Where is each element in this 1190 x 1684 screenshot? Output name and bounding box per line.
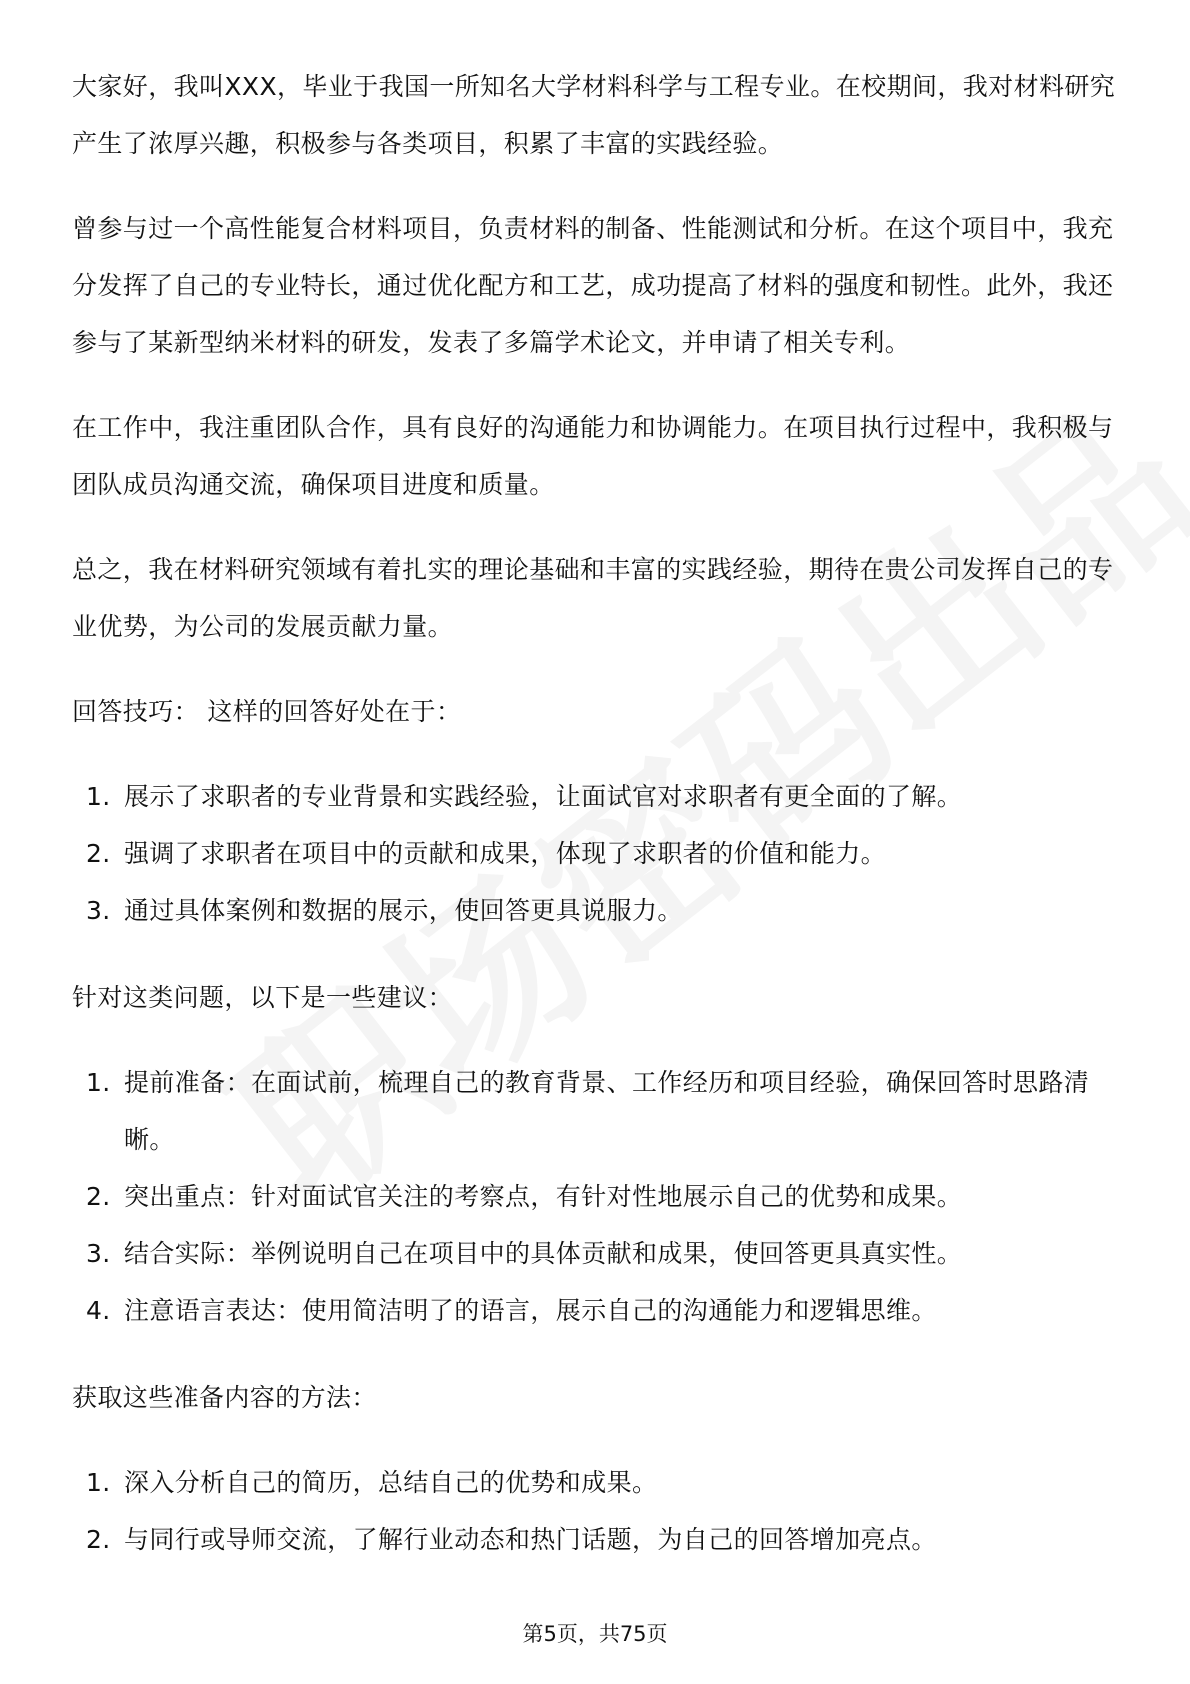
- list-number: 4.: [86, 1296, 111, 1325]
- list-text: 突出重点：针对面试官关注的考察点，有针对性地展示自己的优势和成果。: [124, 1182, 963, 1211]
- list-number: 1.: [86, 1468, 111, 1497]
- tips-heading: 回答技巧： 这样的回答好处在于：: [72, 697, 462, 726]
- list-number: 2.: [86, 1525, 111, 1554]
- list-number: 1.: [86, 782, 111, 811]
- list-item: [72, 825, 1118, 882]
- methods-list: [72, 1454, 1118, 1568]
- paragraph-intro: 大家好，我叫XXX，毕业于我国一所知名大学材料科学与工程专业。在校期间，我对材料研究产生了浓厚兴趣，积极参与各类项目，积累了丰富的实践经验。: [72, 72, 1116, 158]
- methods-heading: 获取这些准备内容的方法：: [72, 1383, 377, 1412]
- paragraph-summary: 总之，我在材料研究领域有着扎实的理论基础和丰富的实践经验，期待在贵公司发挥自己的专业优势，为公司的发展贡献力量。: [72, 555, 1114, 641]
- list-text: 与同行或导师交流，了解行业动态和热门话题，为自己的回答增加亮点。: [124, 1525, 937, 1554]
- list-item: [72, 1168, 1118, 1225]
- list-text: 结合实际：举例说明自己在项目中的具体贡献和成果，使回答更具真实性。: [124, 1239, 963, 1268]
- paragraph-teamwork: 在工作中，我注重团队合作，具有良好的沟通能力和协调能力。在项目执行过程中，我积极与团队成员沟通交流，确保项目进度和质量。: [72, 413, 1114, 499]
- document-page: [72, 58, 1118, 1598]
- list-text: 强调了求职者在项目中的贡献和成果，体现了求职者的价值和能力。: [124, 839, 887, 868]
- page-number: 第5页，共75页: [522, 1622, 668, 1646]
- paragraph-project: 曾参与过一个高性能复合材料项目，负责材料的制备、性能测试和分析。在这个项目中，我充分发挥了自己的专业特长，通过优化配方和工艺，成功提高了材料的强度和韧性。此外，我还参与了某新型纳米材料的研发，发表了多篇学术论文，并申请了相关专利。: [72, 214, 1114, 357]
- list-text: 通过具体案例和数据的展示，使回答更具说服力。: [124, 896, 683, 925]
- list-item: [72, 1454, 1118, 1511]
- list-item: [72, 768, 1118, 825]
- list-number: 3.: [86, 896, 111, 925]
- tips-list: [72, 768, 1118, 939]
- list-text: 深入分析自己的简历，总结自己的优势和成果。: [124, 1468, 658, 1497]
- list-item: [72, 1282, 1118, 1339]
- list-text: 注意语言表达：使用简洁明了的语言，展示自己的沟通能力和逻辑思维。: [124, 1296, 937, 1325]
- list-number: 3.: [86, 1239, 111, 1268]
- list-text: 提前准备：在面试前，梳理自己的教育背景、工作经历和项目经验，确保回答时思路清晰。: [124, 1068, 1090, 1154]
- list-item: [72, 1054, 1118, 1168]
- list-number: 1.: [86, 1068, 111, 1097]
- advice-heading: 针对这类问题，以下是一些建议：: [72, 983, 454, 1012]
- list-number: 2.: [86, 839, 111, 868]
- list-item: [72, 1511, 1118, 1568]
- list-item: [72, 1225, 1118, 1282]
- advice-list: [72, 1054, 1118, 1339]
- list-number: 2.: [86, 1182, 111, 1211]
- list-item: [72, 882, 1118, 939]
- list-text: 展示了求职者的专业背景和实践经验，让面试官对求职者有更全面的了解。: [124, 782, 963, 811]
